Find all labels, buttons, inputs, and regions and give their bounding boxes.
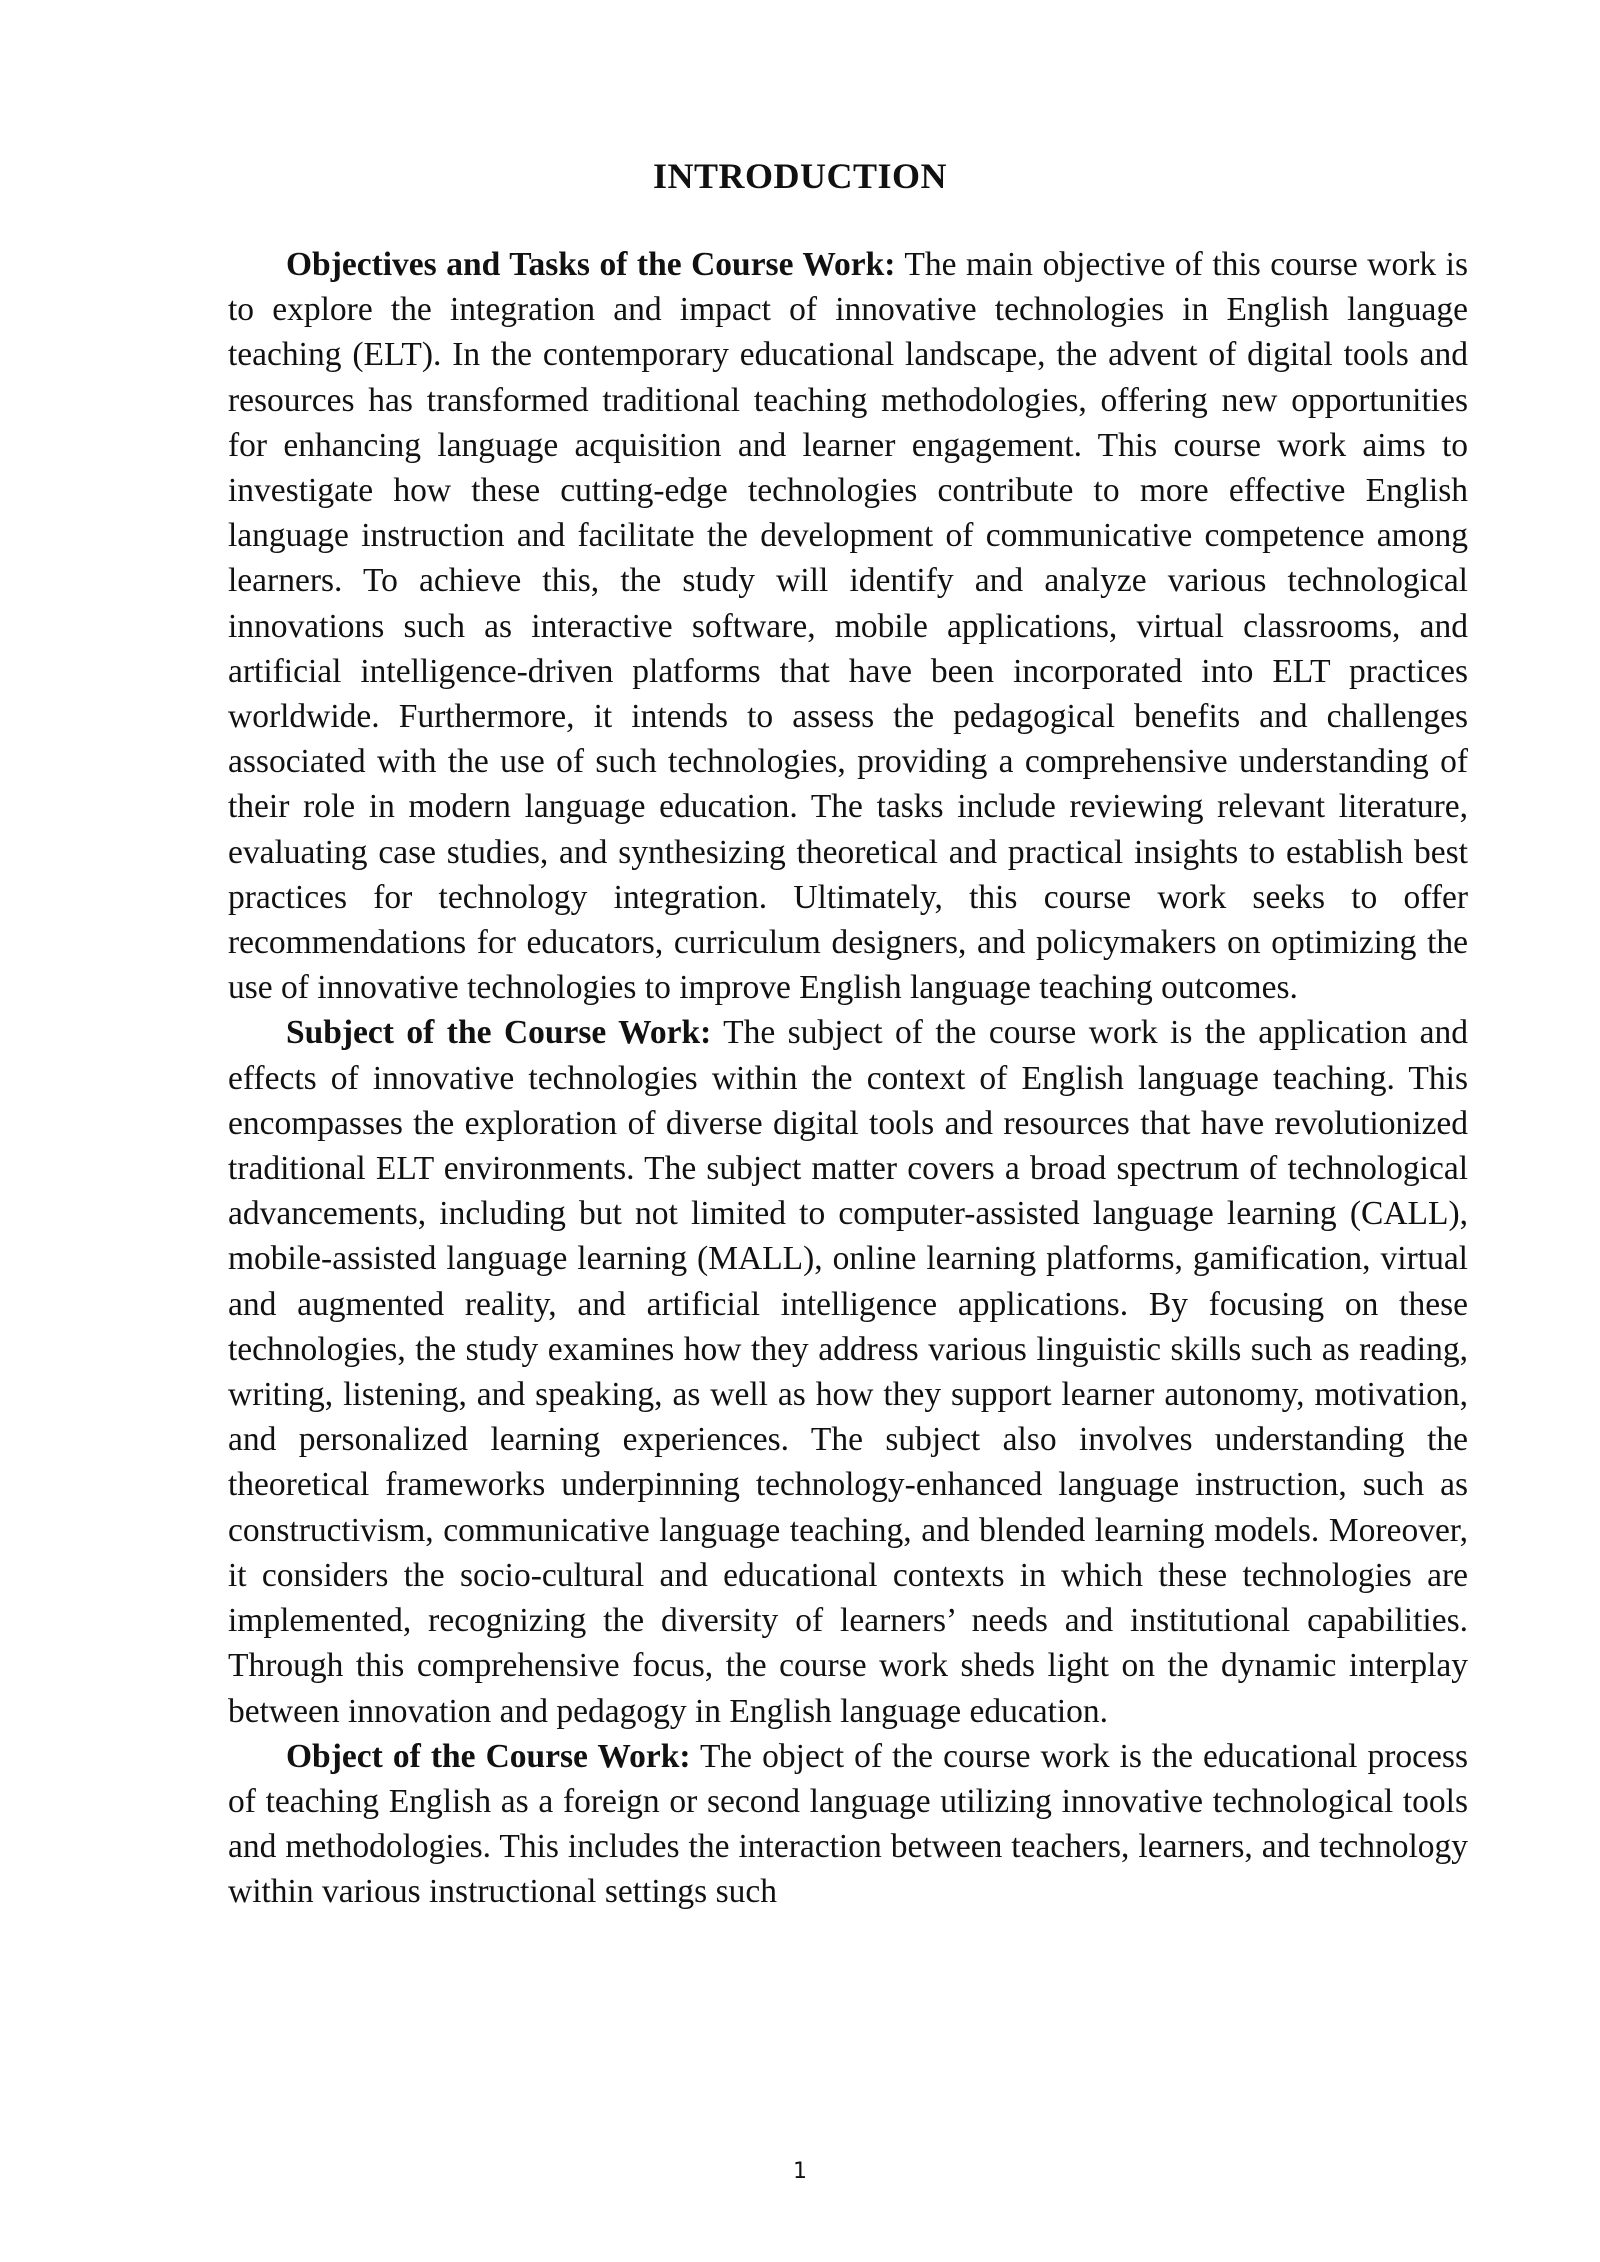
objectives-heading: Objectives and Tasks of the Course Work: (286, 246, 896, 283)
page-title: INTRODUCTION (652, 156, 948, 196)
objectives-paragraph (228, 242, 1468, 1010)
object-text: The object of the course work is the educational process of teaching English as a foreign or second language utilizing innovative technological tools and methodologies. This includes the interaction between teachers, learners, and technology within various instructional settings such (228, 1737, 1468, 1911)
page-number: 1 (793, 2159, 807, 2184)
subject-paragraph (228, 1010, 1468, 1733)
subject-text: The subject of the course work is the application and effects of innovative technologies within the context of English language teaching. This encompasses the exploration of diverse digital tools and resources that have revolutionized traditional ELT environments. The subject matter covers a broad spectrum of technological advancements, including but not limited to computer-assisted language learning (CALL), mobile-assisted language learning (MALL), online learning platforms, gamification, virtual and augmented reality, and artificial intelligence applications. By focusing on these technologies, the study examines how they address various linguistic skills such as reading, writing, listening, and speaking, as well as how they support learner autonomy, motivation, and personalized learning experiences. The subject also involves understanding the theoretical frameworks underpinning technology-enhanced language instruction, such as constructivism, communicative language teaching, and blended learning models. Moreover, it considers the socio-cultural and educational contexts in which these technologies are implemented, recognizing the diversity of learners’ needs and institutional capabilities. Through this comprehensive focus, the course work sheds light on the dynamic interplay between innovation and pedagogy in English language education. (228, 1014, 1468, 1730)
subject-heading: Subject of the Course Work: (286, 1014, 712, 1052)
object-heading: Object of the Course Work: (286, 1737, 691, 1775)
document-body (228, 242, 1468, 1915)
object-paragraph (228, 1734, 1468, 1915)
objectives-text: The main objective of this course work is to explore the integration and impact of innovative technologies in English language teaching (ELT). In the contemporary educational landscape, the advent of digital tools and resources has transformed traditional teaching methodologies, offering new opportunities for enhancing language acquisition and learner engagement. This course work aims to investigate how these cutting-edge technologies contribute to more effective English language instruction and facilitate the development of communicative competence among learners. To achieve this, the study will identify and analyze various technological innovations such as interactive software, mobile applications, virtual classrooms, and artificial intelligence-driven platforms that have been incorporated into ELT practices worldwide. Furthermore, it intends to assess the pedagogical benefits and challenges associated with the use of such technologies, providing a comprehensive understanding of their role in modern language education. The tasks include reviewing relevant literature, evaluating case studies, and synthesizing theoretical and practical insights to establish best practices for technology integration. Ultimately, this course work seeks to offer recommendations for educators, curriculum designers, and policymakers on optimizing the use of innovative technologies to improve English language teaching outcomes. (228, 246, 1468, 1007)
